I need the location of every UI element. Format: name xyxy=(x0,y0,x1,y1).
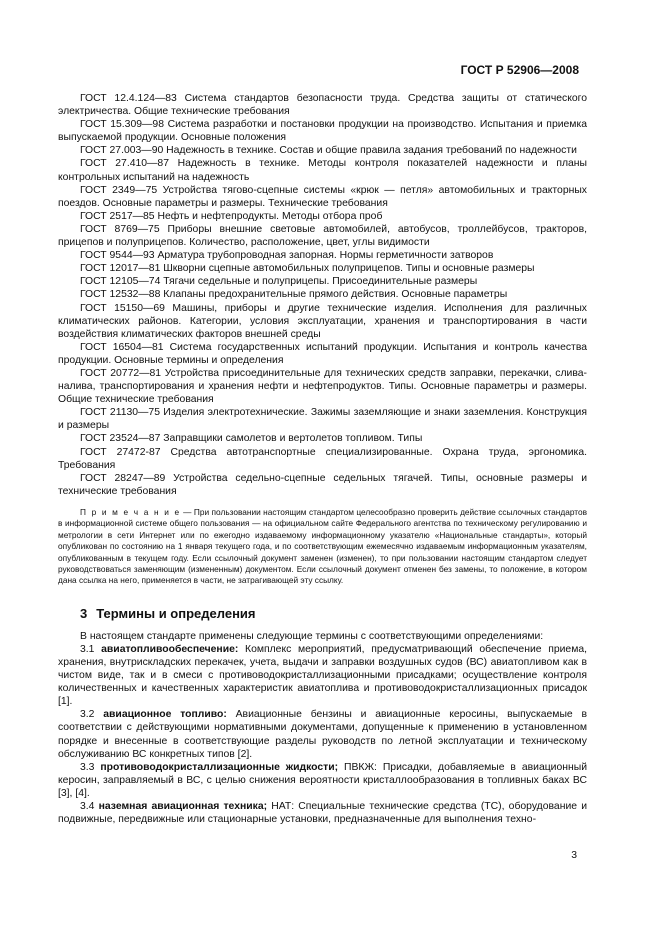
page-content xyxy=(58,92,587,826)
term-text: НАТ: Специальные технические средства (ТС), оборудование и подвижные, передвижные или стационарные установки, предназначенные для выполнения техно- xyxy=(58,800,588,826)
document-code-header: ГОСТ Р 52906—2008 xyxy=(460,63,579,77)
reference-item: ГОСТ 21130—75 Изделия электротехнические. Зажимы заземляющие и знаки заземления. Конструкция и размеры xyxy=(58,407,587,432)
section-intro: В настоящем стандарте применены следующие термины с соответствующими определениями: xyxy=(80,630,544,642)
term-definition xyxy=(58,800,587,826)
reference-item: ГОСТ 27.003—90 Надежность в технике. Состав и общие правила задания требований по надежности xyxy=(80,145,577,157)
note-text: — При пользовании настоящим стандартом целесообразно проверить действие ссылочных стандартов в информационной системе общего пользования — на официальном сайте Федерального агентства по техническому регулированию и метрологии в сети Интернет или по ежегодно издаваемому информационному указателю «Национальные стандарты», который опубликован по состоянию на 1 января текущего года, и по соответствующим ежемесячно издаваемым информационным указателям, опубликованным в текущем году. Если ссылочный документ заменен (изменен), то при пользовании настоящим стандартом следует руководствоваться заменяющим (измененным) документом. Если ссылочный документ отменен без замены, то положение, в котором дана ссылка на него, применяется в части, не затрагивающей эту ссылку. xyxy=(58,506,587,586)
term-text: ПВКЖ: Присадки, добавляемые в авиационный керосин, заправляемый в ВС, с целью снижения вероятности кристаллообразования в топливных баках ВС [3], [4]. xyxy=(58,761,587,799)
page-number: 3 xyxy=(571,850,577,861)
term-name: противоводокристаллизационные жидкости; xyxy=(100,761,339,773)
note-paragraph xyxy=(58,507,587,587)
reference-item: ГОСТ 15.309—98 Система разработки и постановки продукции на производство. Испытания и приемка выпускаемой продукции. Основные положения xyxy=(58,119,587,144)
reference-item: ГОСТ 12017—81 Шкворни сцепные автомобильных полуприцепов. Типы и основные размеры xyxy=(80,263,535,275)
reference-item: ГОСТ 2517—85 Нефть и нефтепродукты. Методы отбора проб xyxy=(80,210,383,222)
reference-item: ГОСТ 12532—88 Клапаны предохранительные прямого действия. Основные параметры xyxy=(80,289,508,301)
term-definition xyxy=(58,761,587,800)
reference-item: ГОСТ 27472-87 Средства автотранспортные специализированные. Охрана труда, эргономика. Требования xyxy=(58,446,587,471)
term-name: авиатопливообеспечение: xyxy=(101,643,239,655)
term-text: Авиационные бензины и авиационные керосины, выпускаемые в соответствии с действующими нормативными документами, допущенные к применению в установленном порядке и внесенные в соответствующие разделы руководств по летной эксплуатации и техническому обслуживанию ВС конкретных типов [2]. xyxy=(58,709,588,760)
term-number: 3.2 xyxy=(80,709,95,721)
reference-item: ГОСТ 12.4.124—83 Система стандартов безопасности труда. Средства защиты от статического электричества. Общие технические требования xyxy=(58,93,587,118)
reference-item: ГОСТ 27.410—87 Надежность в технике. Методы контроля показателей надежности и планы контрольных испытаний на надежность xyxy=(58,158,587,183)
term-name: наземная авиационная техника; xyxy=(98,800,268,812)
reference-item: ГОСТ 8769—75 Приборы внешние световые автомобилей, автобусов, троллейбусов, тракторов, прицепов и полуприцепов. Количество, расположение, цвет, углы видимости xyxy=(58,223,587,249)
section-heading xyxy=(58,606,587,621)
reference-item: ГОСТ 9544—93 Арматура трубопроводная запорная. Нормы герметичности затворов xyxy=(80,250,494,262)
section-title-text: Термины и определения xyxy=(96,605,256,621)
term-number: 3.4 xyxy=(80,800,95,812)
section-number: 3 xyxy=(80,605,88,621)
term-text: Комплекс мероприятий, предусматривающий обеспечение приема, хранения, внутрискладских перекачек, учета, выдачи и заправки воздушных судов (ВС) авиатопливом как в чистом виде, так и в смеси с противоводокристаллизационными присадками; осуществление контроля количественных и качественных характеристик авиатоплива и противоводокристаллизационных присадок [1]. xyxy=(58,643,588,708)
note-label: П р и м е ч а н и е xyxy=(80,506,181,517)
term-number: 3.3 xyxy=(80,761,95,773)
reference-item: ГОСТ 16504—81 Система государственных испытаний продукции. Испытания и контроль качества продукции. Основные термины и определения xyxy=(58,341,587,366)
reference-item: ГОСТ 28247—89 Устройства седельно-сцепные седельных тягачей. Типы, основные размеры и технические требования xyxy=(58,472,587,497)
term-name: авиационное топливо: xyxy=(103,709,227,721)
reference-item: ГОСТ 2349—75 Устройства тягово-сцепные системы «крюк — петля» автомобильных и тракторных поездов. Основные параметры и размеры. Технические требования xyxy=(58,184,587,209)
reference-item: ГОСТ 15150—69 Машины, приборы и другие технические изделия. Исполнения для различных климатических районов. Категории, условия эксплуатации, хранения и транспортирования в части воздействия климатических факторов внешней среды xyxy=(58,302,587,340)
term-number: 3.1 xyxy=(80,643,95,655)
reference-item: ГОСТ 20772—81 Устройства присоединительные для технических средств заправки, перекачки, слива-налива, транспортирования и хранения нефти и нефтепродуктов. Типы. Основные параметры и размеры. Общие технические требования xyxy=(58,367,587,406)
term-definition xyxy=(58,643,587,708)
reference-item: ГОСТ 12105—74 Тягачи седельные и полуприцепы. Присоединительные размеры xyxy=(80,276,478,288)
reference-item: ГОСТ 23524—87 Заправщики самолетов и вертолетов топливом. Типы xyxy=(80,433,423,445)
term-definition xyxy=(58,708,587,760)
